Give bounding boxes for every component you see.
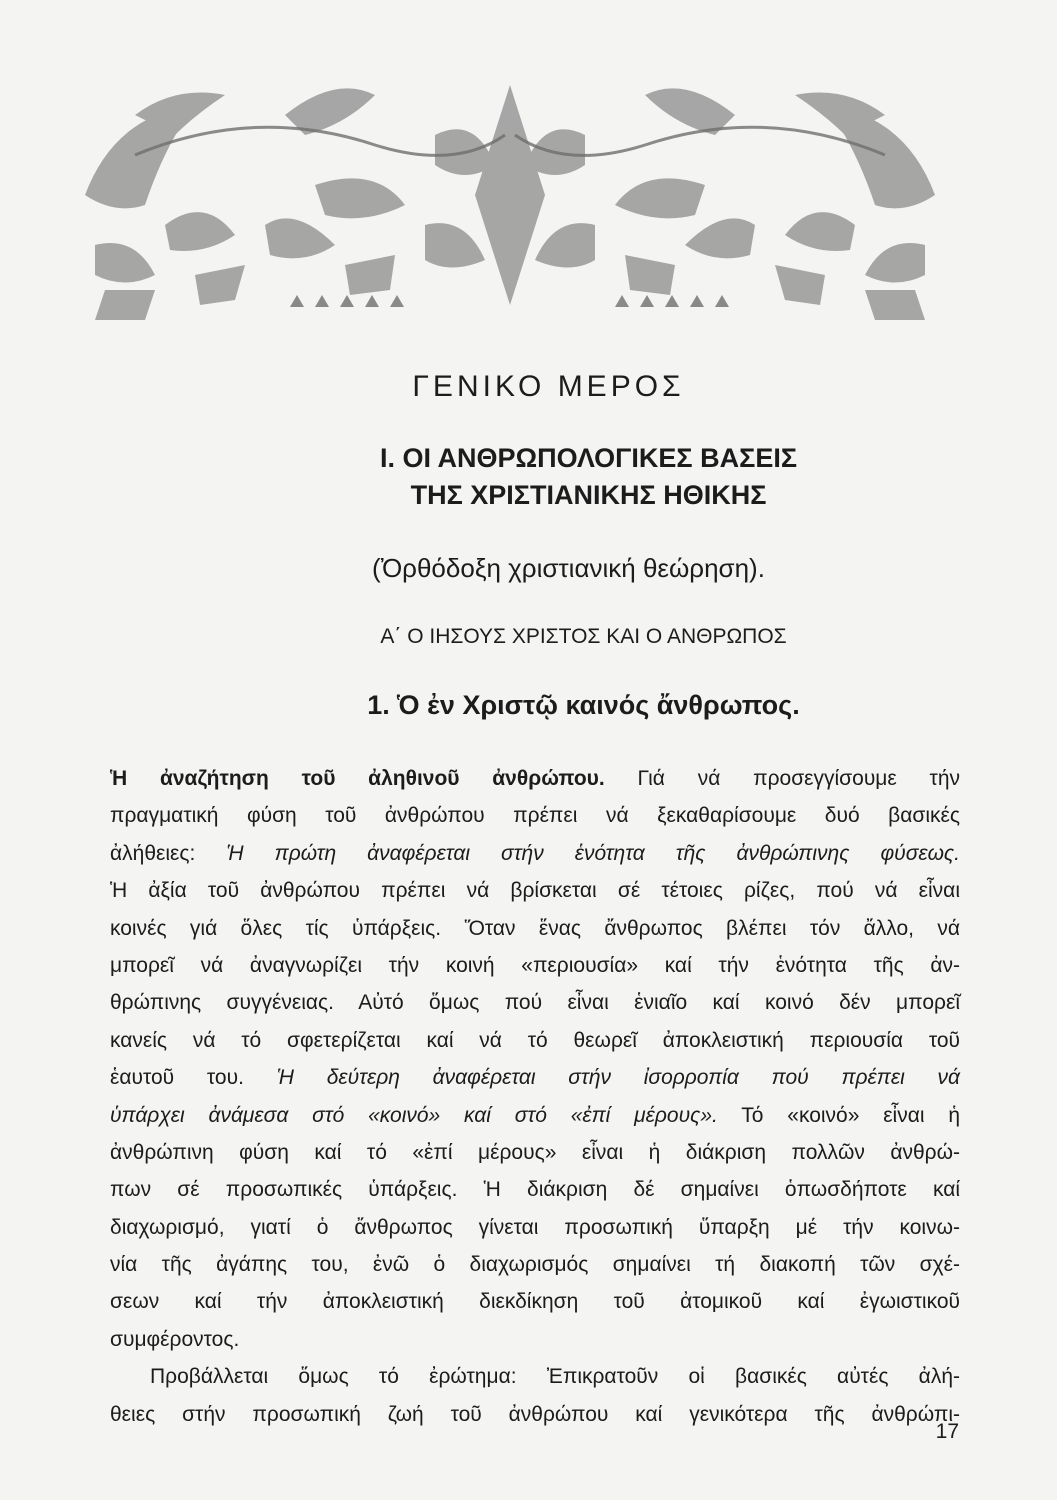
- text-line: [110, 1059, 960, 1096]
- italic-span: Ἡ δεύτερη ἀναφέρεται στήν ἰσορροπία πού πρέπει νά: [276, 1066, 960, 1090]
- body-text: [110, 760, 960, 1433]
- part-title: ΓΕΝΙΚΟ ΜΕΡΟΣ: [412, 370, 685, 403]
- text-line: πραγματική φύση τοῦ ἀνθρώπου πρέπει νά ξεκαθαρίσουμε δυό βασικές: [110, 804, 960, 828]
- text-line: κανείς νά τό σφετερίζεται καί νά τό θεωρεῖ ἀποκλειστική περιουσία τοῦ: [110, 1028, 960, 1052]
- page-number: 17: [935, 1420, 959, 1443]
- text-line: Ἡ ἀξία τοῦ ἀνθρώπου πρέπει νά βρίσκεται σέ τέτοιες ρίζες, πού νά εἶναι: [110, 879, 960, 903]
- text-line: συμφέροντος.: [110, 1327, 240, 1351]
- text-line: ἀνθρώπινη φύση καί τό «ἐπί μέρους» εἶναι ἡ διάκριση πολλῶν ἀνθρώ-: [110, 1140, 960, 1164]
- text-line: θειες στήν προσωπική ζωή τοῦ ἀνθρώπου καί γενικότερα τῆς ἀνθρώπι-: [110, 1402, 960, 1426]
- italic-span: Ἡ πρώτη ἀναφέρεται στήν ἑνότητα τῆς ἀνθρώπινης φύσεως.: [226, 841, 960, 865]
- paragraph-heading: Ἡ ἀναζήτηση τοῦ ἀληθινοῦ ἀνθρώπου.: [110, 767, 605, 790]
- chapter-title-line-1: I. ΟΙ ΑΝΘΡΩΠΟΛΟΓΙΚΕΣ ΒΑΣΕΙΣ: [379, 443, 798, 473]
- text-line: νία τῆς ἀγάπης του, ἐνῶ ὁ διαχωρισμός σημαίνει τή διακοπή τῶν σχέ-: [110, 1253, 960, 1277]
- text-line: πων σέ προσωπικές ὑπάρξεις. Ἡ διάκριση δέ σημαίνει ὁπωσδήποτε καί: [110, 1178, 960, 1202]
- chapter-title-line-2: ΤΗΣ ΧΡΙΣΤΙΑΝΙΚΗΣ ΗΘΙΚΗΣ: [410, 480, 767, 510]
- decorative-mosaic-ornament: [75, 75, 945, 335]
- text-line: σεων καί τήν ἀποκλειστική διεκδίκηση τοῦ ἀτομικοῦ καί ἐγωιστικοῦ: [110, 1290, 960, 1314]
- text-line: [110, 1097, 960, 1134]
- text-line: Προβάλλεται ὅμως τό ἐρώτημα: Ἐπικρατοῦν οἱ βασικές αὐτές ἀλή-: [150, 1365, 960, 1389]
- text-line: [110, 835, 960, 872]
- text-line: θρώπινης συγγένειας. Αὐτό ὅμως πού εἶναι ἑνιαῖο καί κοινό δέν μπορεῖ: [110, 991, 960, 1015]
- text-span: ἑαυτοῦ του.: [110, 1066, 277, 1090]
- chapter-subtitle: (Ὀρθόδοξη χριστιανική θεώρηση).: [372, 553, 765, 583]
- text-line: διαχωρισμό, γιατί ὁ ἄνθρωπος γίνεται προσωπική ὕπαρξη μέ τήν κοινω-: [110, 1215, 960, 1239]
- subsection-title: 1. Ὁ ἐν Χριστῷ καινός ἄνθρωπος.: [367, 690, 800, 720]
- section-title: Α΄ Ο ΙΗΣΟΥΣ ΧΡΙΣΤΟΣ ΚΑΙ Ο ΑΝΘΡΩΠΟΣ: [380, 625, 787, 648]
- text-span: ἀλήθειες:: [110, 841, 227, 865]
- text-span: Τό «κοινό» εἶναι ἡ: [717, 1103, 961, 1127]
- italic-span: ὑπάρχει ἀνάμεσα στό «κοινό» καί στό «ἐπί μέρους».: [110, 1103, 718, 1127]
- text-span: Γιά νά προσεγγίσουμε τήν: [604, 767, 960, 790]
- chapter-title: [0, 440, 1057, 514]
- text-line: [110, 760, 960, 797]
- text-line: κοινές γιά ὅλες τίς ὑπάρξεις. Ὅταν ἕνας ἄνθρωπος βλέπει τόν ἄλλο, νά: [110, 916, 960, 940]
- text-line: μπορεῖ νά ἀναγνωρίζει τήν κοινή «περιουσία» καί τήν ἑνότητα τῆς ἀν-: [110, 953, 960, 977]
